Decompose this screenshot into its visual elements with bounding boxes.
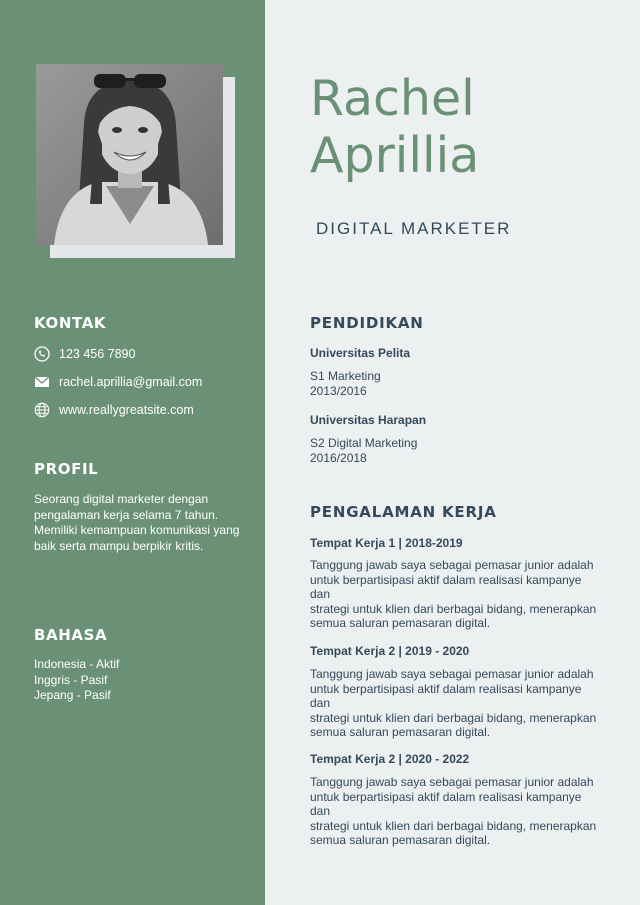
experience-title: Tempat Kerja 2 | 2019 - 2020 — [310, 644, 470, 658]
email-address[interactable]: rachel.aprillia@gmail.com — [59, 375, 203, 389]
phone-icon — [34, 346, 50, 362]
experience-heading: PENGALAMAN KERJA — [310, 503, 497, 521]
experience-line: semua saluran pemasaran digital. — [310, 616, 491, 631]
education-details — [310, 369, 600, 398]
experience-line: strategi untuk klien dari berbagai bidang, menerapkan — [310, 601, 597, 616]
education-years: 2013/2016 — [310, 383, 367, 398]
profile-line: baik serta mampu berpikir kritis. — [34, 538, 204, 553]
experience-title: Tempat Kerja 1 | 2018-2019 — [310, 536, 463, 550]
language-item: Jepang - Pasif — [34, 688, 111, 702]
language-heading: BAHASA — [34, 626, 108, 644]
profile-line: Seorang digital marketer dengan — [34, 492, 209, 506]
education-degree: S2 Digital Marketing — [310, 436, 418, 450]
education-details — [310, 436, 600, 465]
experience-line: strategi untuk klien dari berbagai bidang, menerapkan — [310, 710, 597, 725]
language-list — [34, 657, 119, 704]
full-name — [310, 70, 479, 184]
experience-line: semua saluran pemasaran digital. — [310, 725, 491, 740]
experience-line: semua saluran pemasaran digital. — [310, 833, 491, 848]
job-title: DIGITAL MARKETER — [316, 219, 512, 238]
experience-line: untuk berpartisipasi aktif dalam realisasi kampanye dan — [310, 572, 582, 602]
last-name: Aprillia — [310, 127, 480, 184]
education-heading: PENDIDIKAN — [310, 314, 424, 332]
email-icon — [34, 374, 50, 390]
experience-line: Tanggung jawab saya sebagai pemasar junior adalah — [310, 558, 594, 572]
profile-heading: PROFIL — [34, 460, 99, 478]
experience-line: untuk berpartisipasi aktif dalam realisasi kampanye dan — [310, 789, 582, 819]
profile-summary — [34, 492, 244, 554]
website-url[interactable]: www.reallygreatsite.com — [59, 403, 194, 417]
profile-line: pengalaman kerja selama 7 tahun. — [34, 507, 219, 522]
education-degree: S1 Marketing — [310, 369, 381, 383]
experience-line: Tanggung jawab saya sebagai pemasar junior adalah — [310, 667, 594, 681]
experience-title: Tempat Kerja 2 | 2020 - 2022 — [310, 752, 470, 766]
profile-photo — [36, 64, 223, 245]
experience-line: strategi untuk klien dari berbagai bidang, menerapkan — [310, 818, 597, 833]
contact-phone — [34, 346, 135, 362]
contact-heading: KONTAK — [34, 314, 107, 332]
education-school: Universitas Harapan — [310, 413, 427, 427]
profile-line: Memiliki kemampuan komunikasi yang — [34, 523, 240, 537]
education-school: Universitas Pelita — [310, 346, 411, 360]
experience-line: untuk berpartisipasi aktif dalam realisasi kampanye dan — [310, 681, 582, 711]
language-item: Indonesia - Aktif — [34, 657, 120, 671]
globe-icon — [34, 402, 50, 418]
first-name: Rachel — [310, 70, 475, 127]
phone-number: 123 456 7890 — [59, 347, 136, 361]
contact-website — [34, 402, 194, 418]
contact-email — [34, 374, 202, 390]
experience-line: Tanggung jawab saya sebagai pemasar junior adalah — [310, 775, 594, 789]
experience-description — [310, 775, 600, 848]
experience-description — [310, 667, 600, 740]
education-years: 2016/2018 — [310, 450, 367, 465]
experience-description — [310, 558, 600, 631]
language-item: Inggris - Pasif — [34, 672, 108, 687]
